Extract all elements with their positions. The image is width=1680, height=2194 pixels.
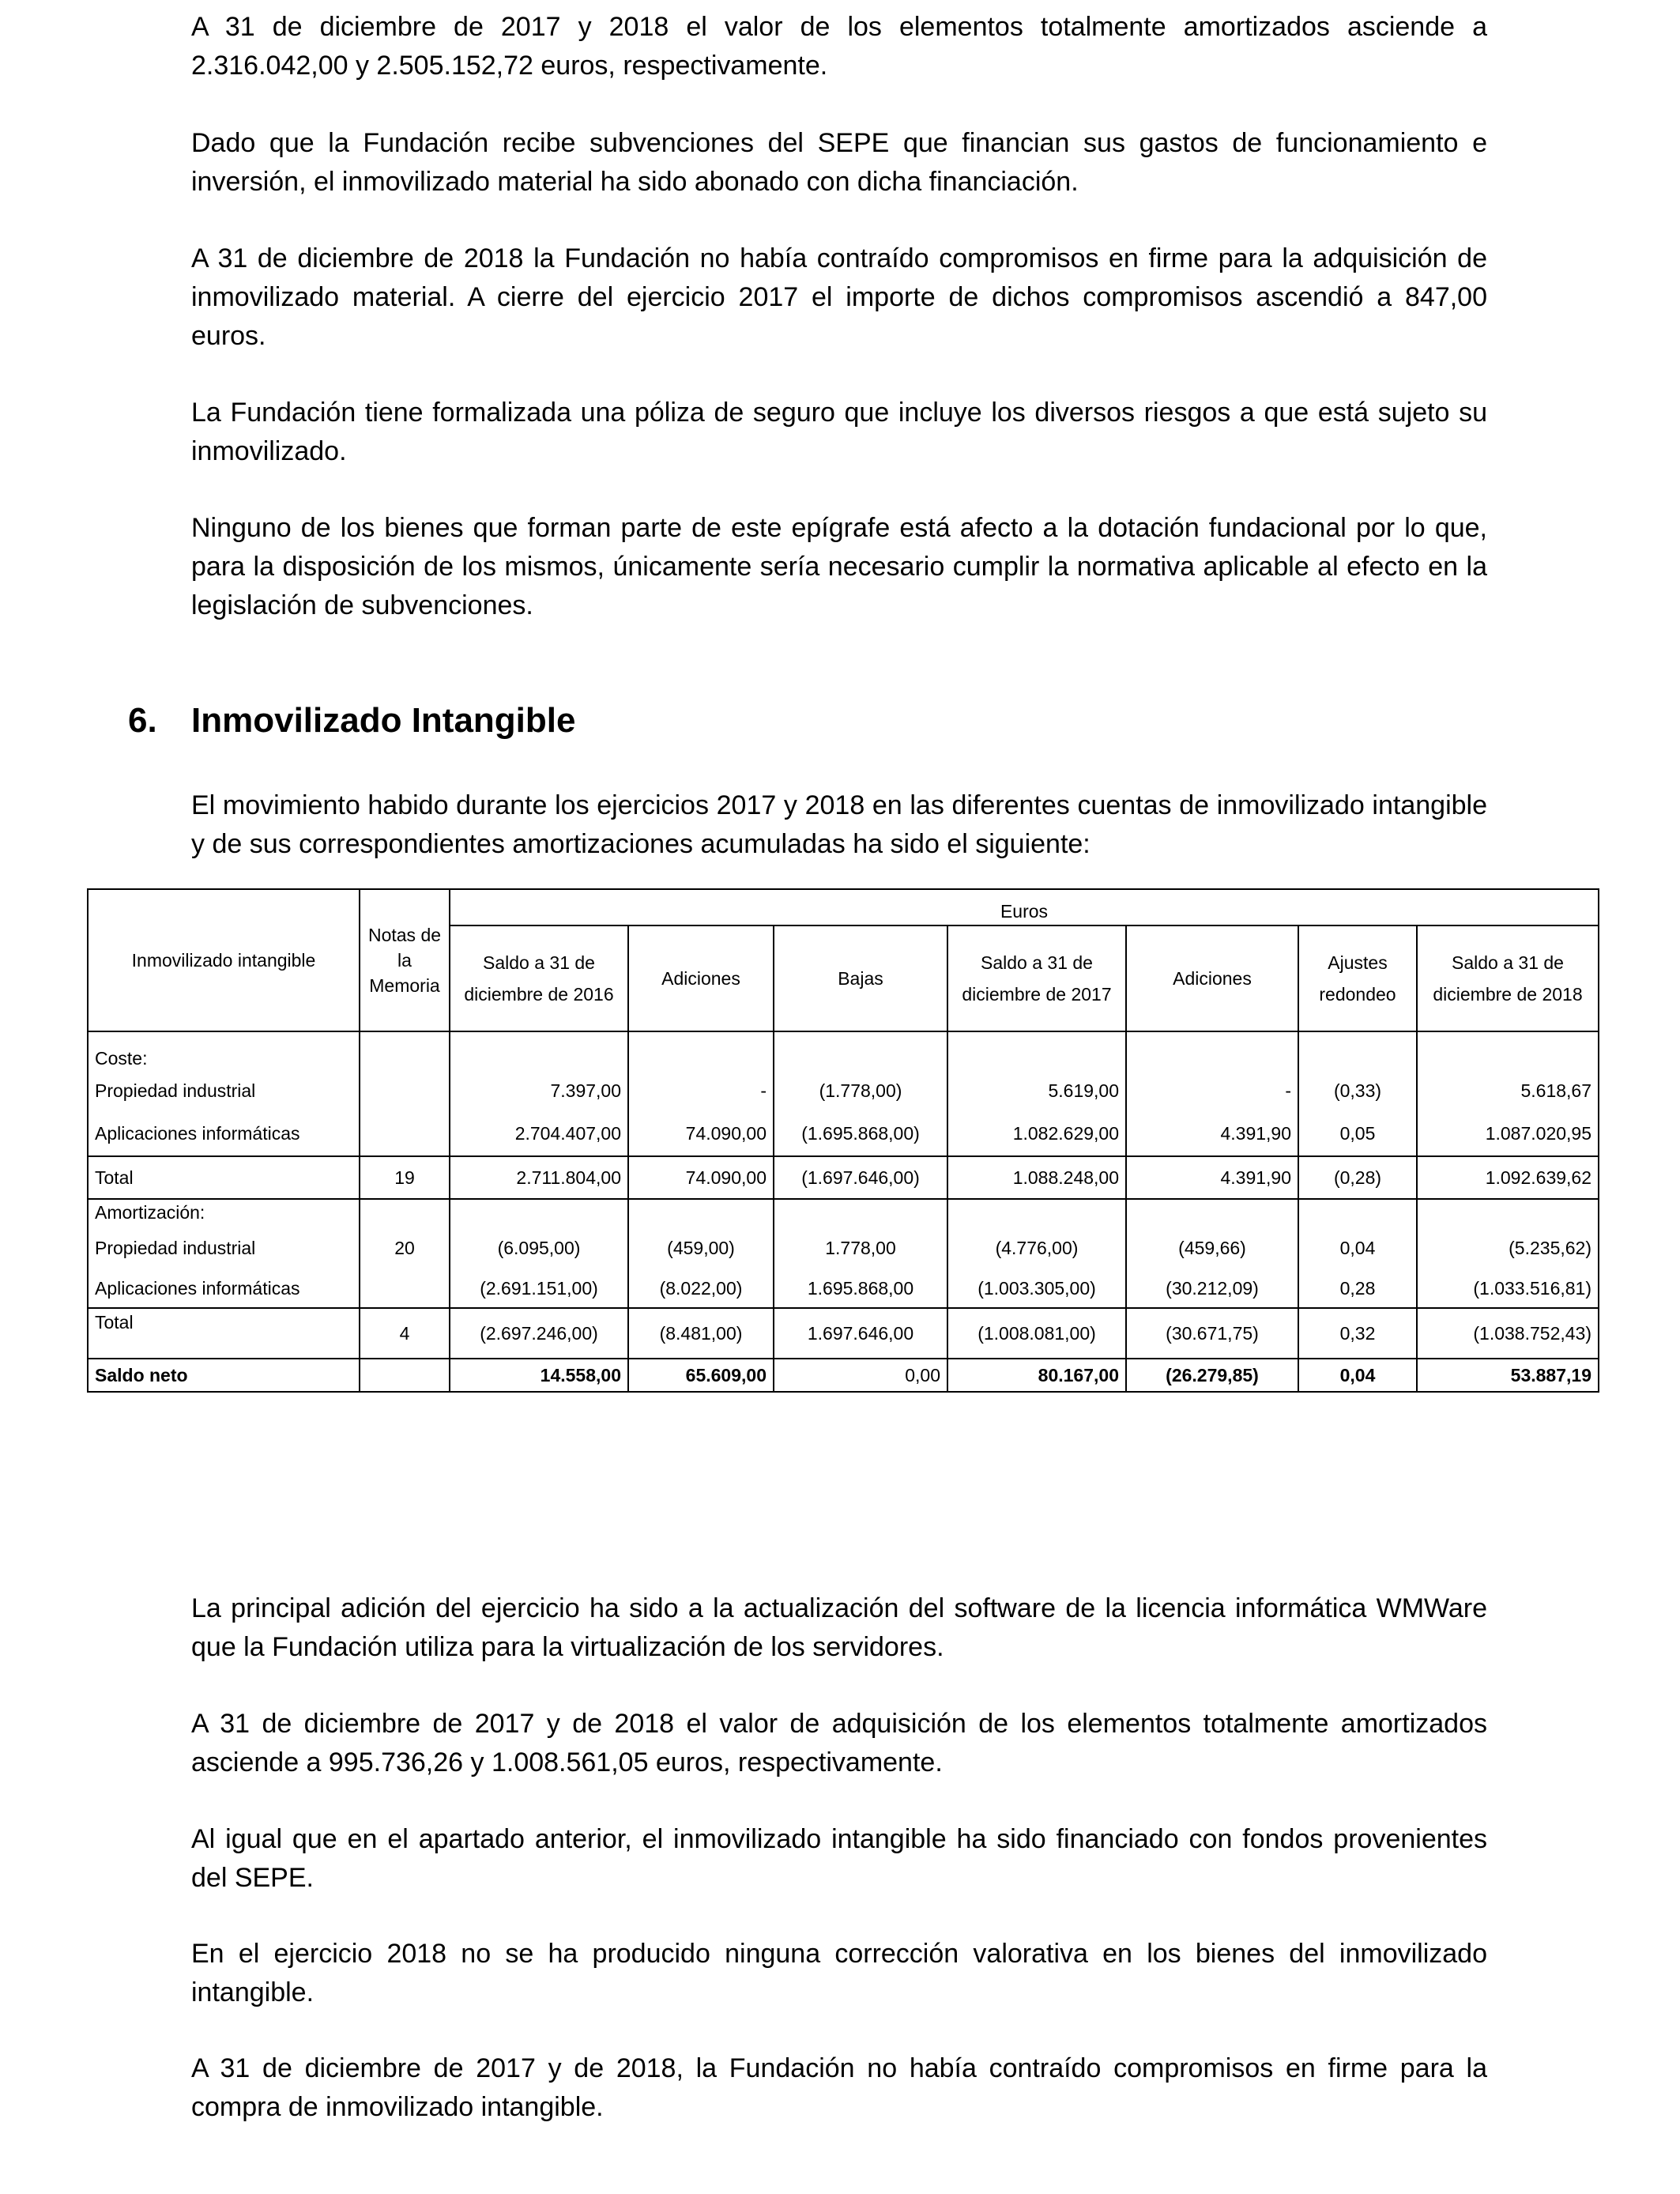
- cell-value: (1.778,00): [774, 1069, 947, 1112]
- cell-value: 5.619,00: [947, 1069, 1126, 1112]
- header-saldo-2017: Saldo a 31 de diciembre de 2017: [947, 925, 1126, 1031]
- table-row: [88, 1156, 1599, 1199]
- cell-value: 2.711.804,00: [450, 1156, 628, 1199]
- cell-value: (26.279,85): [1126, 1359, 1298, 1392]
- cell-notas: [360, 1270, 450, 1308]
- cell-value: (1.003.305,00): [947, 1270, 1126, 1308]
- paragraph-amortizados-material: A 31 de diciembre de 2017 y 2018 el valor de los elementos totalmente amortizados asciende a 2.316.042,00 y 2.505.152,72 euros, respectivamente.: [191, 12, 1487, 81]
- paragraph-amortizados-intangible: A 31 de diciembre de 2017 y de 2018 el valor de adquisición de los elementos totalmente amortizados asciende a 995.736,26 y 1.008.561,05 euros, respectivamente.: [191, 1709, 1487, 1777]
- cell-value: 1.092.639,62: [1417, 1156, 1599, 1199]
- header-saldo-2018: Saldo a 31 de diciembre de 2018: [1417, 925, 1599, 1031]
- paragraph-compromisos-material: A 31 de diciembre de 2018 la Fundación no había contraído compromisos en firme para la adquisición de inmovilizado material. A cierre del ejercicio 2017 el importe de dichos compromisos ascendió a 847,00 euros.: [191, 243, 1487, 351]
- row-label: Propiedad industrial: [88, 1226, 360, 1270]
- cell-value: (8.481,00): [628, 1308, 774, 1359]
- row-label: Saldo neto: [88, 1359, 360, 1392]
- header-notas-memoria: Notas de la Memoria: [360, 889, 450, 1031]
- cell-value: (1.008.081,00): [947, 1308, 1126, 1359]
- header-inmovilizado-intangible: Inmovilizado intangible: [88, 889, 360, 1031]
- paragraph-poliza-seguro: La Fundación tiene formalizada una póliza de seguro que incluye los diversos riesgos a que está sujeto su inmovilizado.: [191, 398, 1487, 466]
- row-label: Total: [88, 1156, 360, 1199]
- section-title: Inmovilizado Intangible: [191, 701, 576, 740]
- cell-value: -: [628, 1069, 774, 1112]
- paragraph-dotacion-fundacional: Ninguno de los bienes que forman parte de este epígrafe está afecto a la dotación fundacional por lo que, para la disposición de los mismos, únicamente sería necesario cumplir la normativa aplicable al efecto en la legislación de subvenciones.: [191, 513, 1487, 620]
- header-bajas: Bajas: [774, 925, 947, 1031]
- cell-value: 7.397,00: [450, 1069, 628, 1112]
- cell-notas: [360, 1069, 450, 1112]
- cell-value: 0,32: [1298, 1308, 1417, 1359]
- cell-value: 53.887,19: [1417, 1359, 1599, 1392]
- cell-value: (1.038.752,43): [1417, 1308, 1599, 1359]
- cell-notas: [360, 1359, 450, 1392]
- table-row: [88, 1226, 1599, 1270]
- table-row: [88, 1308, 1599, 1359]
- cell-value: 0,00: [774, 1359, 947, 1392]
- cell-notas: 19: [360, 1156, 450, 1199]
- cell-value: (459,00): [628, 1226, 774, 1270]
- cell-value: 0,28: [1298, 1270, 1417, 1308]
- header-adiciones-2017: Adiciones: [628, 925, 774, 1031]
- cell-value: 1.087.020,95: [1417, 1112, 1599, 1156]
- cell-value: 4.391,90: [1126, 1156, 1298, 1199]
- paragraph-subvenciones-sepe: Dado que la Fundación recibe subvenciones del SEPE que financian sus gastos de funcionamiento e inversión, el inmovilizado material ha sido abonado con dicha financiación.: [191, 128, 1487, 197]
- cell-value: (2.691.151,00): [450, 1270, 628, 1308]
- cell-value: (8.022,00): [628, 1270, 774, 1308]
- cell-value: 1.697.646,00: [774, 1308, 947, 1359]
- cell-value: (2.697.246,00): [450, 1308, 628, 1359]
- cell-value: (30.212,09): [1126, 1270, 1298, 1308]
- cell-value: (6.095,00): [450, 1226, 628, 1270]
- cell-value: 1.695.868,00: [774, 1270, 947, 1308]
- cell-value: 1.082.629,00: [947, 1112, 1126, 1156]
- amortizacion-label: Amortización:: [88, 1199, 360, 1226]
- section-intro: El movimiento habido durante los ejercicios 2017 y 2018 en las diferentes cuentas de inmovilizado intangible y de sus correspondientes amortizaciones acumuladas ha sido el siguiente:: [191, 790, 1487, 859]
- cell-value: 0,04: [1298, 1226, 1417, 1270]
- cell-value: (1.697.646,00): [774, 1156, 947, 1199]
- paragraph-financiado-sepe: Al igual que en el apartado anterior, el inmovilizado intangible ha sido financiado con fondos provenientes del SEPE.: [191, 1824, 1487, 1893]
- cell-value: 1.088.248,00: [947, 1156, 1126, 1199]
- header-euros: Euros: [450, 889, 1599, 925]
- cell-value: (1.695.868,00): [774, 1112, 947, 1156]
- cell-value: 65.609,00: [628, 1359, 774, 1392]
- cell-value: 0,04: [1298, 1359, 1417, 1392]
- cell-value: (0,33): [1298, 1069, 1417, 1112]
- row-label: Aplicaciones informáticas: [88, 1112, 360, 1156]
- section-number: 6.: [128, 701, 157, 740]
- header-ajustes-redondeo: Ajustes redondeo: [1298, 925, 1417, 1031]
- cell-value: (30.671,75): [1126, 1308, 1298, 1359]
- table-row: [88, 1270, 1599, 1308]
- cell-value: 74.090,00: [628, 1156, 774, 1199]
- table-row: [88, 1069, 1599, 1112]
- paragraph-principal-adicion: La principal adición del ejercicio ha sido a la actualización del software de la licencia informática WMWare que la Fundación utiliza para la virtualización de los servidores.: [191, 1593, 1487, 1662]
- paragraph-correccion-valorativa: En el ejercicio 2018 no se ha producido ninguna corrección valorativa en los bienes del inmovilizado intangible.: [191, 1939, 1487, 2007]
- row-label: Total: [88, 1308, 360, 1359]
- row-label: Propiedad industrial: [88, 1069, 360, 1112]
- table-row-saldo-neto: [88, 1359, 1599, 1392]
- row-label: Aplicaciones informáticas: [88, 1270, 360, 1308]
- paragraph-compromisos-intangible: A 31 de diciembre de 2017 y de 2018, la Fundación no había contraído compromisos en firme para la compra de inmovilizado intangible.: [191, 2053, 1487, 2122]
- cell-value: (4.776,00): [947, 1226, 1126, 1270]
- intangible-assets-table: [87, 888, 1599, 1393]
- cell-value: (1.033.516,81): [1417, 1270, 1599, 1308]
- cell-value: (459,66): [1126, 1226, 1298, 1270]
- cell-value: 74.090,00: [628, 1112, 774, 1156]
- cell-value: 14.558,00: [450, 1359, 628, 1392]
- cell-value: 80.167,00: [947, 1359, 1126, 1392]
- cell-value: (5.235,62): [1417, 1226, 1599, 1270]
- cell-value: 0,05: [1298, 1112, 1417, 1156]
- cell-notas: 20: [360, 1226, 450, 1270]
- section-heading: [128, 699, 575, 743]
- cell-notas: 4: [360, 1308, 450, 1359]
- header-saldo-2016: Saldo a 31 de diciembre de 2016: [450, 925, 628, 1031]
- header-adiciones-2018: Adiciones: [1126, 925, 1298, 1031]
- cell-notas: [360, 1112, 450, 1156]
- cell-value: 1.778,00: [774, 1226, 947, 1270]
- cell-value: 5.618,67: [1417, 1069, 1599, 1112]
- coste-label: Coste:: [88, 1031, 360, 1069]
- cell-value: (0,28): [1298, 1156, 1417, 1199]
- cell-value: -: [1126, 1069, 1298, 1112]
- table-row: [88, 1112, 1599, 1156]
- cell-value: 4.391,90: [1126, 1112, 1298, 1156]
- cell-value: 2.704.407,00: [450, 1112, 628, 1156]
